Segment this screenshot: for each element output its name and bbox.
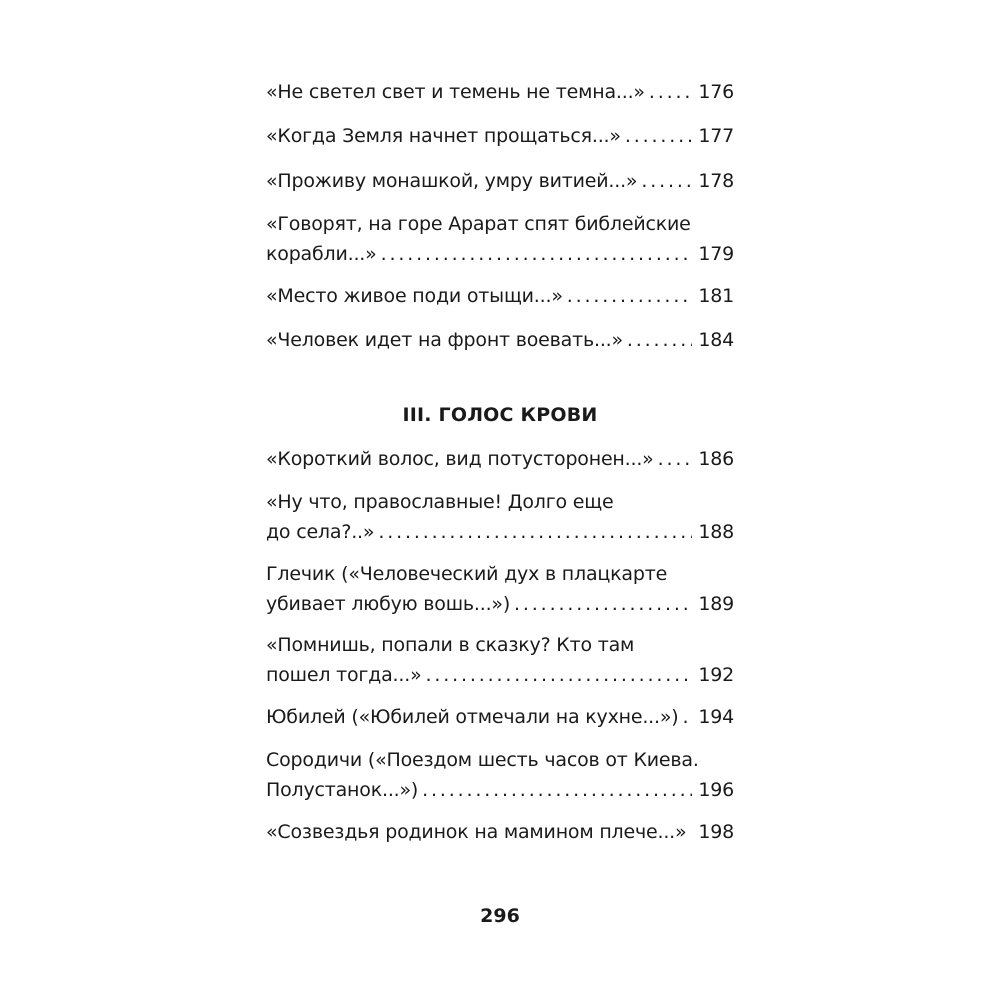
dot-leader [641,167,692,195]
toc-page-number: 184 [698,329,734,351]
toc-entry [266,326,734,354]
toc-entry [266,703,734,731]
toc-entry-title: «Проживу монашкой, умру витией...» [266,170,638,192]
dot-leader [627,326,692,354]
toc-entry-title-line: Глечик («Человеческий дух в плацкарте [266,563,668,585]
toc-entry [266,210,734,268]
toc-entry-title-line: убивает любую вошь...») [266,593,511,615]
toc-entry [266,746,734,804]
toc-entry-title: «Короткий волос, вид потусторонен...» [266,448,654,470]
page-number: 296 [480,905,520,927]
toc-entry-title-line: Сородичи («Поездом шесть часов от Киева. [266,749,699,771]
toc-entry-title: «Человек идет на фронт воевать...» [266,329,623,351]
toc-entry [266,122,734,150]
toc-entry [266,167,734,195]
dot-leader [426,661,693,689]
dot-leader [625,122,693,150]
toc-entry-title: Юбилей («Юбилей отмечали на кухне...») [266,706,679,728]
toc-entry-title-line: пошел тогда...» [266,664,422,686]
toc-page-number: 198 [698,821,734,843]
toc-page-number: 194 [698,706,734,728]
toc-entry [266,631,734,689]
toc-entry-title: «Когда Земля начнет прощаться...» [266,125,621,147]
toc-entry [266,488,734,546]
toc-page-number: 186 [698,448,734,470]
dot-leader [658,445,693,473]
toc-page-number: 178 [698,170,734,192]
toc-entry-title-line: «Говорят, на горе Арарат спят библейские [266,213,691,235]
dot-leader [683,703,693,731]
toc-entry-title: «Место живое поди отыщи...» [266,285,563,307]
toc-page-number: 179 [698,243,734,265]
toc-page-number: 177 [698,125,734,147]
dot-leader [567,282,693,310]
toc-entry-title-line: корабли...» [266,243,377,265]
toc-entry [266,78,734,106]
toc-entry-title-line: до села?..» [266,521,375,543]
dot-leader [422,776,692,804]
dot-leader [690,818,692,846]
toc-entry-title: «Созвездья родинок на мамином плече...» [266,821,687,843]
toc-page-number: 189 [698,593,734,615]
toc-entry-title-line: «Помнишь, попали в сказку? Кто там [266,634,635,656]
toc-page-number: 176 [698,81,734,103]
toc-entry [266,445,734,473]
toc-entry-title-line: «Ну что, православные! Долго еще [266,491,614,513]
toc-entry [266,282,734,310]
dot-leader [378,518,692,546]
dot-leader [381,240,693,268]
dot-leader [649,78,692,106]
toc-entry-title: «Не светел свет и темень не темна...» [266,81,645,103]
toc-page-number: 196 [698,779,734,801]
toc-entry-title-line: Полустанок...») [266,779,419,801]
toc-page-number: 188 [698,521,734,543]
toc-entry [266,560,734,618]
toc-page-number: 192 [698,664,734,686]
dot-leader [514,590,692,618]
toc-entry [266,818,734,846]
toc-page-number: 181 [698,285,734,307]
section-heading: III. ГОЛОС КРОВИ [402,404,598,426]
